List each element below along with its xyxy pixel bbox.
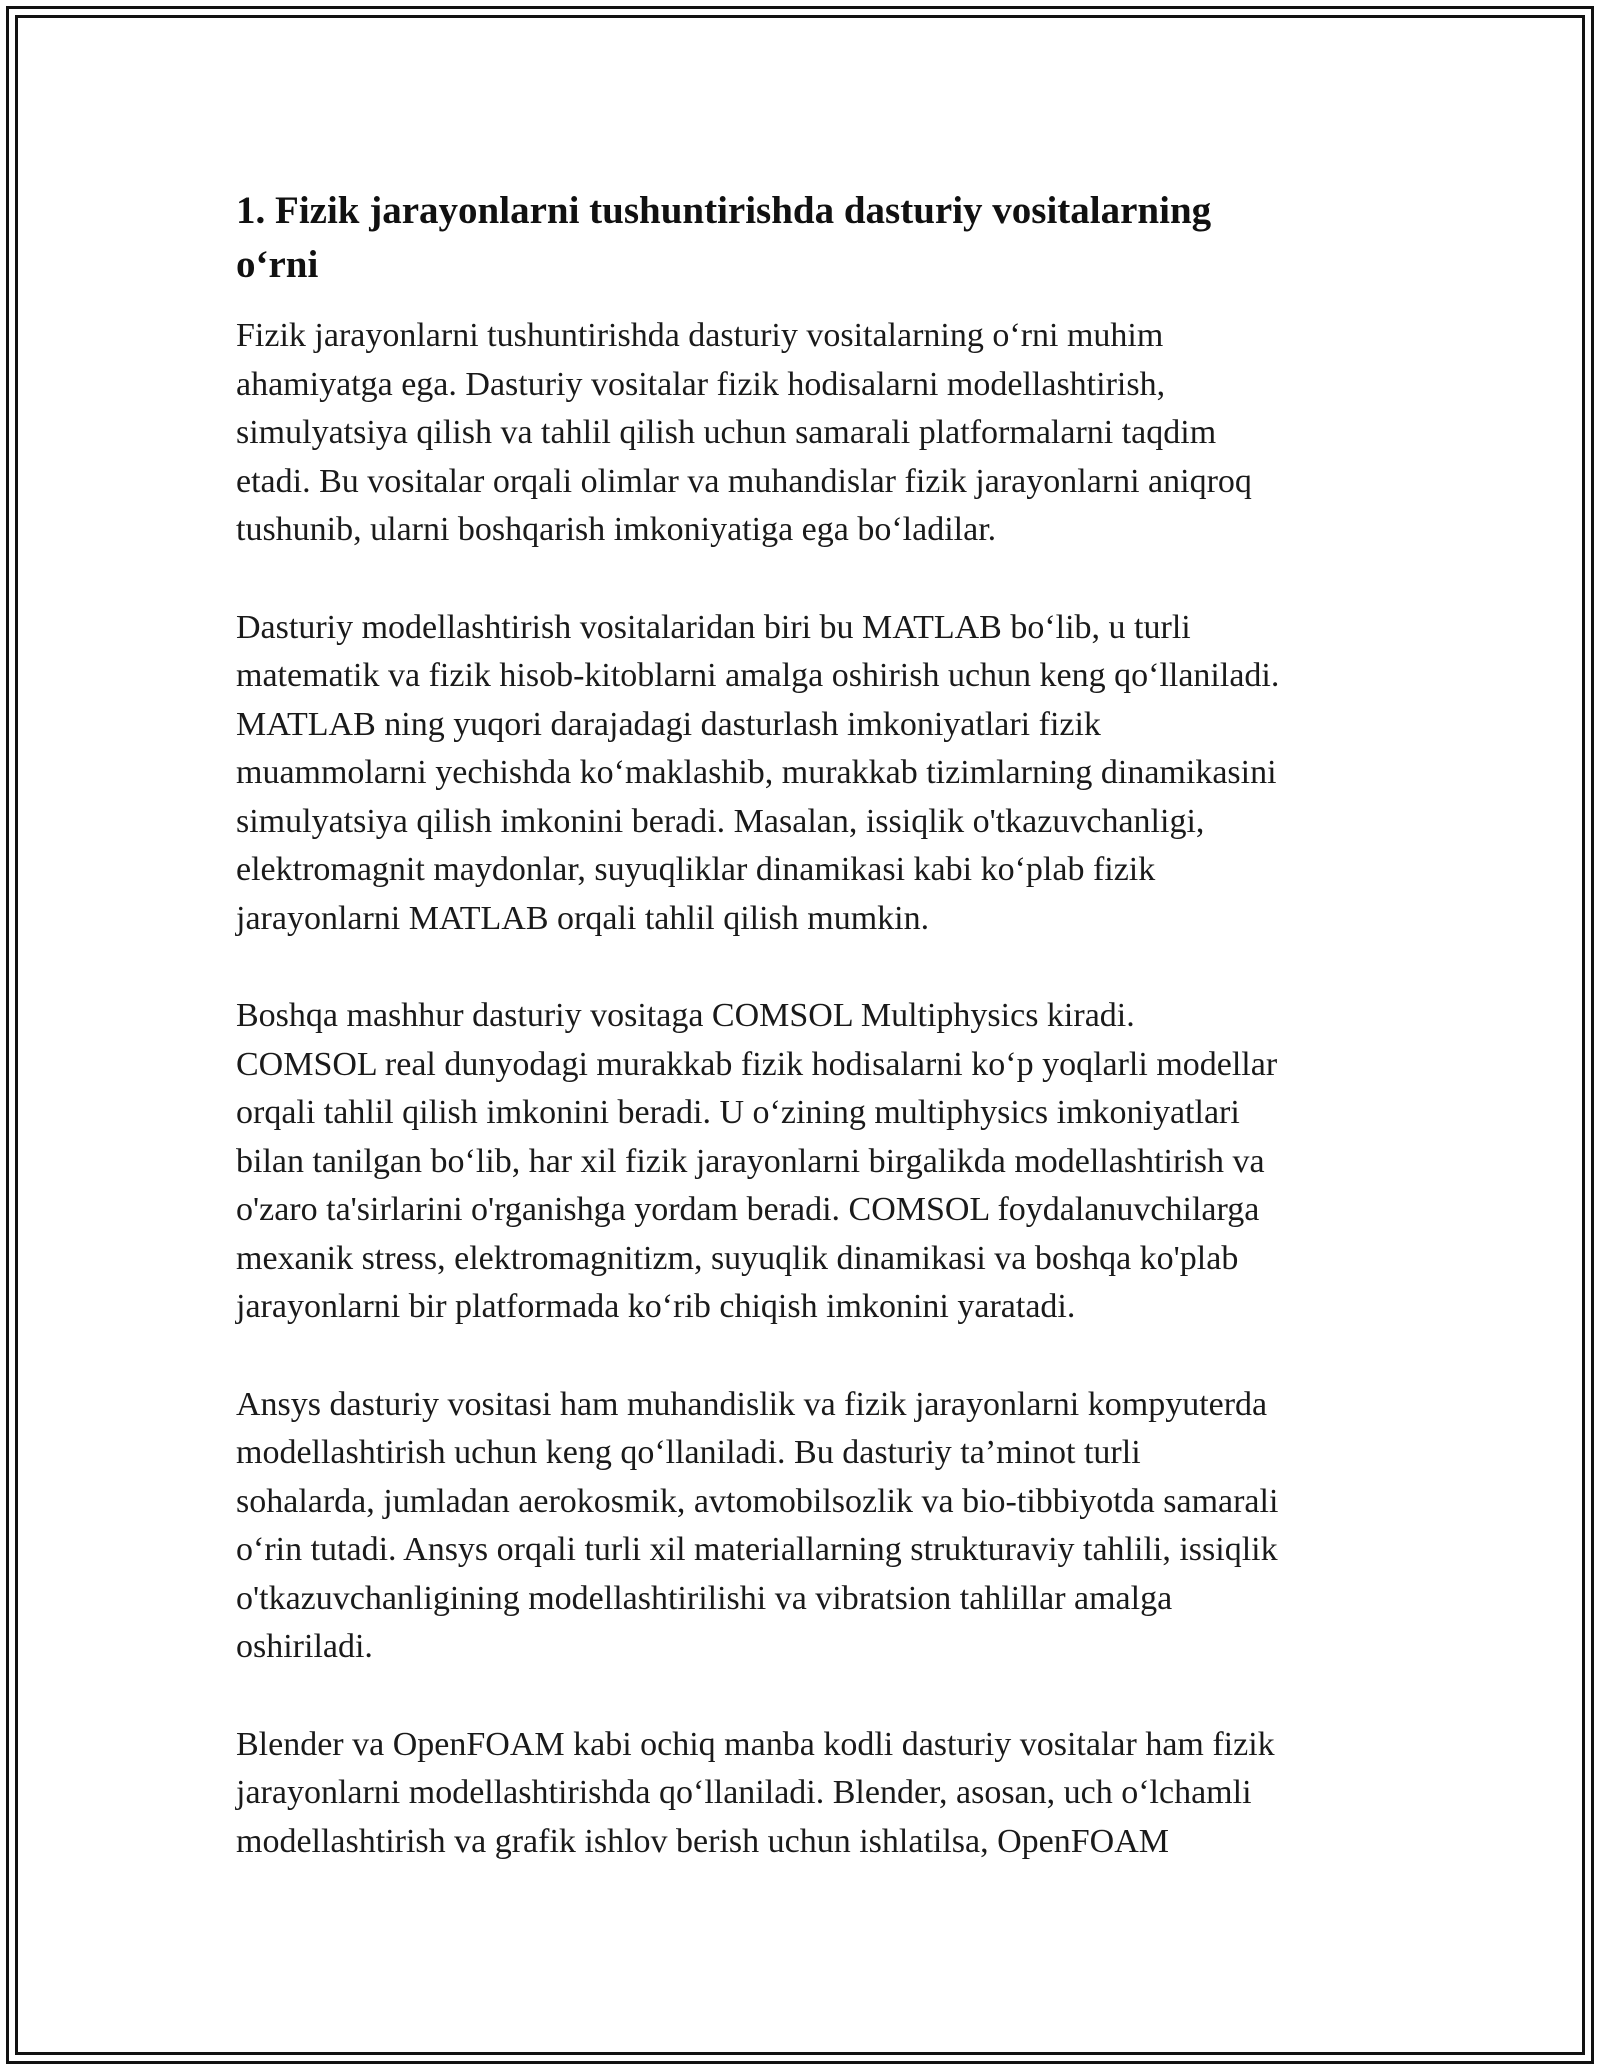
document-body xyxy=(236,184,1366,1915)
paragraph-intro: Fizik jarayonlarni tushuntirishda dasturiy vositalarning o‘rni muhim ahamiyatga ega. Dasturiy vositalar fizik hodisalarni modellashtirish, simulyatsiya qilish va tahlil qilish uchun samarali platformalarni taqdim etadi. Bu vositalar orqali olimlar va muhandislar fizik jarayonlarni aniqroq tushunib, ularni boshqarish imkoniyatiga ega bo‘ladilar. xyxy=(236,317,1252,548)
paragraph-comsol: Boshqa mashhur dasturiy vositaga COMSOL Multiphysics kiradi. COMSOL real dunyodagi murakkab fizik hodisalarni ko‘p yoqlarli modellar orqali tahlil qilish imkonini beradi. U o‘zining multiphysics imkoniyatlari bilan tanilgan bo‘lib, har xil fizik jarayonlarni birgalikda modellashtirish va o'zaro ta'sirlarini o'rganishga yordam beradi. COMSOL foydalanuvchilarga mexanik stress, elektromagnitizm, suyuqlik dinamikasi va boshqa ko'plab jarayonlarni bir platformada ko‘rib chiqish imkonini yaratadi. xyxy=(236,997,1278,1325)
paragraph-blender-openfoam: Blender va OpenFOAM kabi ochiq manba kodli dasturiy vositalar ham fizik jarayonlarni modellashtirishda qo‘llaniladi. Blender, asosan, uch o‘lchamli modellashtirish va grafik ishlov berish uchun ishlatilsa, OpenFOAM xyxy=(236,1725,1275,1860)
paragraph-matlab: Dasturiy modellashtirish vositalaridan biri bu MATLAB bo‘lib, u turli matematik va fizik hisob-kitoblarni amalga oshirish uchun keng qo‘llaniladi. MATLAB ning yuqori darajadagi dasturlash imkoniyatlari fizik muammolarni yechishda ko‘maklashib, murakkab tizimlarning dinamikasini simulyatsiya qilish imkonini beradi. Masalan, issiqlik o'tkazuvchanligi, elektromagnit maydonlar, suyuqliklar dinamikasi kabi ko‘plab fizik jarayonlarni MATLAB orqali tahlil qilish mumkin. xyxy=(236,608,1280,937)
paragraph-ansys: Ansys dasturiy vositasi ham muhandislik va fizik jarayonlarni kompyuterda modellashtirish uchun keng qo‘llaniladi. Bu dasturiy ta’minot turli sohalarda, jumladan aerokosmik, avtomobilsozlik va bio-tibbiyotda samarali o‘rin tutadi. Ansys orqali turli xil materiallarning strukturaviy tahlili, issiqlik o'tkazuvchanligining modellashtirilishi va vibratsion tahlillar amalga oshiriladi. xyxy=(236,1385,1279,1665)
section-heading: 1. Fizik jarayonlarni tushuntirishda dasturiy vositalarning o‘rni xyxy=(236,189,1212,286)
